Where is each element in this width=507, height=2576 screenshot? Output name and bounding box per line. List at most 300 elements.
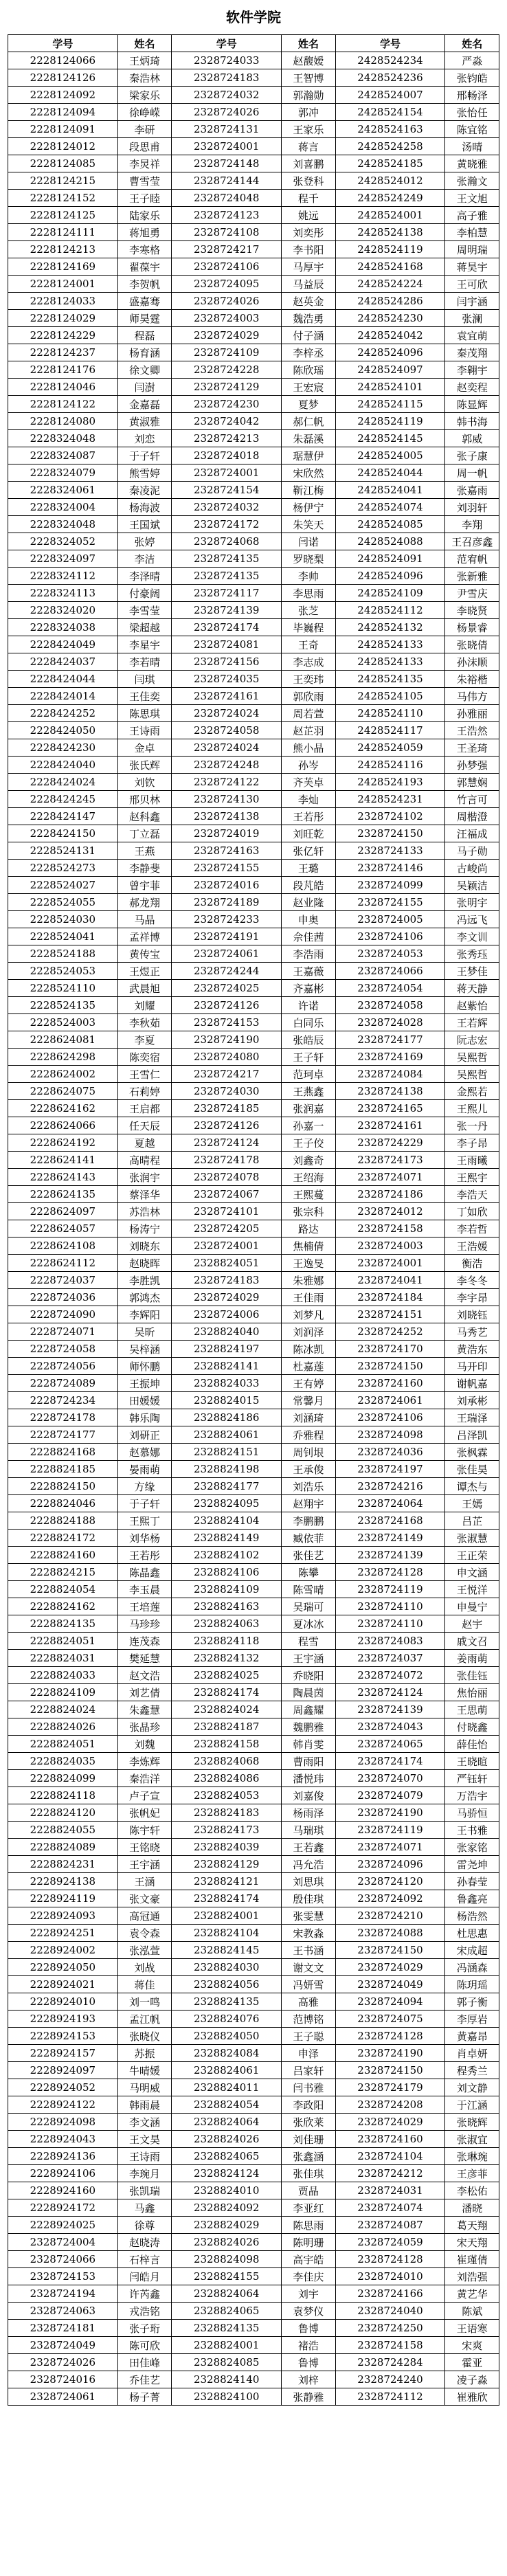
student-id-cell: 2228524003: [8, 1014, 118, 1031]
student-name-cell: 张帆妃: [117, 1804, 172, 1822]
student-name-cell: 王佳雨: [282, 1289, 336, 1306]
student-name-cell: 蒋旭勇: [117, 224, 172, 241]
student-id-cell: 2228124066: [8, 52, 118, 69]
student-name-cell: 魏浩勇: [282, 310, 336, 327]
student-name-cell: 陈思雨: [282, 2217, 336, 2234]
table-row: [8, 636, 499, 653]
student-name-cell: 王可欣: [445, 276, 499, 293]
student-name-cell: 李泽晴: [117, 568, 172, 585]
table-row: [8, 1718, 499, 1736]
student-name-cell: 马鑫: [117, 2199, 172, 2217]
student-id-cell: 2328724158: [335, 2337, 445, 2354]
student-name-cell: 刘梓: [282, 2371, 336, 2388]
table-row: [8, 1495, 499, 1512]
student-name-cell: 秦浩林: [117, 69, 172, 87]
student-id-cell: 2328724075: [335, 2011, 445, 2028]
student-name-cell: 翟葆宇: [117, 258, 172, 276]
student-id-cell: 2328724197: [335, 1461, 445, 1478]
student-name-cell: 田媛媛: [117, 1392, 172, 1409]
student-id-cell: 2328724005: [335, 911, 445, 928]
student-name-cell: 吕家轩: [282, 2062, 336, 2079]
student-id-cell: 2428524249: [335, 190, 445, 207]
student-name-cell: 付豪阔: [117, 585, 172, 602]
student-id-cell: 2428524224: [335, 276, 445, 293]
student-name-cell: 郭子衡: [445, 1993, 499, 2011]
student-name-cell: 李佳庆: [282, 2268, 336, 2285]
student-id-cell: 2328724088: [335, 1925, 445, 1942]
student-id-cell: 2328724080: [172, 1049, 282, 1066]
student-id-cell: 2228924172: [8, 2199, 118, 2217]
student-id-cell: 2328724006: [172, 1306, 282, 1323]
student-id-cell: 2228624162: [8, 1100, 118, 1117]
student-name-cell: 王文昊: [117, 2131, 172, 2148]
student-name-cell: 佘佳茜: [282, 928, 336, 945]
table-row: [8, 1341, 499, 1358]
student-name-cell: 付子涵: [282, 327, 336, 344]
student-id-cell: 2328724161: [172, 688, 282, 705]
student-name-cell: 马晶: [117, 911, 172, 928]
student-name-cell: 王瑞泽: [445, 1409, 499, 1426]
student-name-cell: 孙沫顺: [445, 653, 499, 671]
table-row: [8, 155, 499, 172]
student-name-cell: 李夏: [117, 1031, 172, 1049]
student-name-cell: 马秀艺: [445, 1323, 499, 1341]
student-name-cell: 黄传宝: [117, 945, 172, 963]
student-name-cell: 申泽: [282, 2045, 336, 2062]
table-row: [8, 1684, 499, 1701]
student-name-cell: 王浩媛: [445, 1237, 499, 1255]
student-id-cell: 2328724172: [172, 516, 282, 533]
student-id-cell: 2428524145: [335, 430, 445, 447]
student-name-cell: 李翱宇: [445, 361, 499, 379]
table-row: [8, 619, 499, 636]
table-row: [8, 2268, 499, 2285]
student-name-cell: 竹言可: [445, 791, 499, 808]
student-id-cell: 2328724028: [335, 1014, 445, 1031]
student-name-cell: 赵英金: [282, 293, 336, 310]
student-id-cell: 2328724092: [335, 1890, 445, 1907]
student-id-cell: 2228124152: [8, 190, 118, 207]
student-id-cell: 2328824063: [172, 1615, 282, 1633]
student-name-cell: 王子轩: [282, 1049, 336, 1066]
student-id-cell: 2428524005: [335, 447, 445, 464]
student-id-cell: 2328724036: [335, 1444, 445, 1461]
student-id-cell: 2328724205: [172, 1220, 282, 1237]
student-name-cell: 金嘉磊: [117, 396, 172, 413]
student-id-cell: 2228624135: [8, 1186, 118, 1203]
student-name-cell: 李梓丞: [282, 344, 336, 361]
table-row: [8, 1615, 499, 1633]
student-name-cell: 衡浩: [445, 1255, 499, 1272]
student-name-cell: 李若哲: [445, 1220, 499, 1237]
student-name-cell: 张秀珏: [445, 945, 499, 963]
student-name-cell: 韩书海: [445, 413, 499, 430]
student-id-cell: 2428524163: [335, 121, 445, 138]
student-name-cell: 赵晓晖: [117, 1255, 172, 1272]
student-name-cell: 朱裕楷: [445, 671, 499, 688]
table-row: [8, 2096, 499, 2114]
student-name-cell: 刘涵琦: [282, 1409, 336, 1426]
student-id-cell: 2328824026: [172, 2131, 282, 2148]
table-row: [8, 1478, 499, 1495]
student-name-cell: 冯远飞: [445, 911, 499, 928]
student-id-cell: 2328724160: [335, 1375, 445, 1392]
student-id-cell: 2228924157: [8, 2045, 118, 2062]
student-id-cell: 2428524096: [335, 568, 445, 585]
table-row: [8, 2148, 499, 2165]
student-name-cell: 杨子菁: [117, 2388, 172, 2406]
student-id-cell: 2328724153: [8, 2268, 118, 2285]
student-id-cell: 2228724071: [8, 1323, 118, 1341]
student-id-cell: 2328824050: [172, 2028, 282, 2045]
table-row: [8, 739, 499, 757]
student-name-cell: 姚远: [282, 207, 336, 224]
student-id-cell: 2328724284: [335, 2354, 445, 2371]
student-name-cell: 刘艺倩: [117, 1684, 172, 1701]
student-name-cell: 陈明珊: [282, 2234, 336, 2251]
student-name-cell: 郭欣雨: [282, 688, 336, 705]
student-name-cell: 秦茂翔: [445, 344, 499, 361]
table-row: [8, 1598, 499, 1615]
student-id-cell: 2328724029: [172, 1289, 282, 1306]
student-id-cell: 2228524110: [8, 980, 118, 997]
student-name-cell: 范博铭: [282, 2011, 336, 2028]
student-name-cell: 李辉阳: [117, 1306, 172, 1323]
student-id-cell: 2328724229: [335, 1134, 445, 1152]
student-name-cell: 蔡泽华: [117, 1186, 172, 1203]
student-name-cell: 曾宇菲: [117, 877, 172, 894]
student-name-cell: 王奇: [282, 636, 336, 653]
student-name-cell: 鲁鑫亮: [445, 1890, 499, 1907]
student-id-cell: 2328724110: [335, 1615, 445, 1633]
table-row: [8, 499, 499, 516]
student-name-cell: 王雪仁: [117, 1066, 172, 1083]
student-id-cell: 2428524007: [335, 87, 445, 104]
student-id-cell: 2428524059: [335, 739, 445, 757]
student-id-cell: 2328724049: [8, 2337, 118, 2354]
student-name-cell: 李浩天: [445, 1186, 499, 1203]
student-name-cell: 郭瀚勋: [282, 87, 336, 104]
table-row: [8, 1839, 499, 1856]
student-id-cell: 2228624057: [8, 1220, 118, 1237]
student-id-cell: 2228324038: [8, 619, 118, 636]
student-id-cell: 2328824076: [172, 2011, 282, 2028]
student-name-cell: 王熙宇: [445, 1169, 499, 1186]
student-name-cell: 刘晓东: [117, 1237, 172, 1255]
table-row: [8, 997, 499, 1014]
student-name-cell: 马骄恒: [445, 1804, 499, 1822]
student-name-cell: 张皓辰: [282, 1031, 336, 1049]
student-id-cell: 2228324061: [8, 482, 118, 499]
student-name-cell: 汤晴: [445, 138, 499, 155]
student-id-cell: 2328824025: [172, 1667, 282, 1684]
table-row: [8, 568, 499, 585]
student-id-cell: 2328724102: [335, 808, 445, 825]
student-name-cell: 韩雨晨: [117, 2096, 172, 2114]
student-name-cell: 高子雅: [445, 207, 499, 224]
table-row: [8, 87, 499, 104]
student-name-cell: 梁超越: [117, 619, 172, 636]
student-id-cell: 2328824054: [172, 2096, 282, 2114]
student-name-cell: 曹雨阳: [282, 1753, 336, 1770]
student-name-cell: 赵翔宇: [282, 1495, 336, 1512]
student-name-cell: 闫澍: [117, 379, 172, 396]
student-name-cell: 常馨月: [282, 1392, 336, 1409]
student-name-cell: 陈奕宿: [117, 1049, 172, 1066]
student-name-cell: 梁家乐: [117, 87, 172, 104]
student-name-cell: 李炅祥: [117, 155, 172, 172]
student-id-cell: 2228724177: [8, 1426, 118, 1444]
student-name-cell: 孙雅丽: [445, 705, 499, 722]
student-id-cell: 2328724158: [335, 1220, 445, 1237]
table-row: [8, 1444, 499, 1461]
student-id-cell: 2228724037: [8, 1272, 118, 1289]
student-name-cell: 王有婷: [282, 1375, 336, 1392]
student-name-cell: 段思甫: [117, 138, 172, 155]
student-id-cell: 2428524091: [335, 550, 445, 568]
student-name-cell: 张亿轩: [282, 842, 336, 860]
student-name-cell: 吴昕: [117, 1323, 172, 1341]
student-id-cell: 2328724185: [172, 1100, 282, 1117]
student-id-cell: 2328724230: [172, 396, 282, 413]
student-name-cell: 宋天翔: [445, 2234, 499, 2251]
student-id-cell: 2428524236: [335, 69, 445, 87]
student-name-cell: 赵晓涛: [117, 2234, 172, 2251]
table-row: [8, 722, 499, 739]
student-name-cell: 孙嘉一: [282, 1117, 336, 1134]
student-id-cell: 2228824051: [8, 1633, 118, 1650]
table-row: [8, 1375, 499, 1392]
student-name-cell: 王书涵: [282, 1942, 336, 1959]
student-id-cell: 2328824163: [172, 1598, 282, 1615]
student-name-cell: 乔晓阳: [282, 1667, 336, 1684]
table-row: [8, 1890, 499, 1907]
student-name-cell: 师昊霆: [117, 310, 172, 327]
student-id-cell: 2328724087: [335, 2217, 445, 2234]
student-id-cell: 2328724217: [172, 241, 282, 258]
table-row: [8, 1959, 499, 1976]
table-row: [8, 791, 499, 808]
student-id-cell: 2228924093: [8, 1907, 118, 1925]
student-name-cell: 武晨旭: [117, 980, 172, 997]
student-name-cell: 贾晶: [282, 2182, 336, 2199]
student-id-cell: 2328724095: [172, 276, 282, 293]
page-title: 软件学院: [226, 9, 281, 25]
student-id-cell: 2328724244: [172, 963, 282, 980]
student-name-cell: 马伟方: [445, 688, 499, 705]
student-id-cell: 2328724071: [335, 1839, 445, 1856]
student-id-cell: 2328724148: [172, 155, 282, 172]
table-row: [8, 1014, 499, 1031]
student-id-cell: 2328724138: [335, 1083, 445, 1100]
table-row: [8, 757, 499, 774]
student-name-cell: 汪福成: [445, 825, 499, 842]
student-id-cell: 2328724026: [172, 104, 282, 121]
student-id-cell: 2228624081: [8, 1031, 118, 1049]
student-name-cell: 齐嘉彬: [282, 980, 336, 997]
student-name-cell: 王召彦鑫: [445, 533, 499, 550]
table-row: [8, 2285, 499, 2303]
student-name-cell: 王子佼: [282, 1134, 336, 1152]
student-name-cell: 杜嘉莲: [282, 1358, 336, 1375]
student-id-cell: 2228824215: [8, 1564, 118, 1581]
table-row: [8, 1942, 499, 1959]
table-row: [8, 172, 499, 190]
table-row: [8, 293, 499, 310]
student-name-cell: 王振坤: [117, 1375, 172, 1392]
student-id-cell: 2328824106: [172, 1564, 282, 1581]
student-id-cell: 2328724106: [172, 258, 282, 276]
student-name-cell: 张家铭: [445, 1839, 499, 1856]
student-id-cell: 2328724117: [172, 585, 282, 602]
student-id-cell: 2328724061: [8, 2388, 118, 2406]
student-id-cell: 2328824158: [172, 1736, 282, 1753]
student-id-cell: 2228724036: [8, 1289, 118, 1306]
student-id-cell: 2228924136: [8, 2148, 118, 2165]
student-id-cell: 2328724025: [172, 980, 282, 997]
student-name-cell: 薛佳怡: [445, 1736, 499, 1753]
student-id-cell: 2328724216: [335, 1478, 445, 1495]
student-name-cell: 晏雨萌: [117, 1461, 172, 1478]
student-name-cell: 赵文浩: [117, 1667, 172, 1684]
student-id-cell: 2328824039: [172, 1839, 282, 1856]
student-id-cell: 2228624075: [8, 1083, 118, 1100]
student-id-cell: 2328824118: [172, 1633, 282, 1650]
student-name-cell: 孙梦强: [445, 757, 499, 774]
student-id-cell: 2428524074: [335, 499, 445, 516]
table-row: [8, 2011, 499, 2028]
table-row: [8, 774, 499, 791]
table-row: [8, 1272, 499, 1289]
student-name-cell: 王若鑫: [282, 1839, 336, 1856]
student-id-cell: 2328724150: [335, 825, 445, 842]
student-id-cell: 2328824086: [172, 1770, 282, 1787]
table-row: [8, 671, 499, 688]
student-name-cell: 朱雅娜: [282, 1272, 336, 1289]
student-name-cell: 宋教淼: [282, 1925, 336, 1942]
table-row: [8, 1581, 499, 1598]
student-name-cell: 张枫霖: [445, 1444, 499, 1461]
student-name-cell: 李鹏鹏: [282, 1512, 336, 1530]
student-name-cell: 蒋佳: [117, 1976, 172, 1993]
student-id-cell: 2228324113: [8, 585, 118, 602]
student-id-cell: 2228124213: [8, 241, 118, 258]
student-name-cell: 李炼辉: [117, 1753, 172, 1770]
student-name-cell: 方缘: [117, 1478, 172, 1495]
student-name-cell: 高雅: [282, 1993, 336, 2011]
student-id-cell: 2228824118: [8, 1787, 118, 1804]
student-id-cell: 2228824162: [8, 1598, 118, 1615]
student-name-cell: 白同乐: [282, 1014, 336, 1031]
student-name-cell: 杨海波: [117, 499, 172, 516]
student-id-cell: 2428524101: [335, 379, 445, 396]
student-id-cell: 2328724208: [335, 2096, 445, 2114]
student-id-cell: 2228424150: [8, 825, 118, 842]
student-name-cell: 李亚红: [282, 2199, 336, 2217]
student-name-cell: 毕巍程: [282, 619, 336, 636]
student-id-cell: 2228624141: [8, 1152, 118, 1169]
student-name-cell: 王诗雨: [117, 722, 172, 739]
table-row: [8, 1512, 499, 1530]
student-id-cell: 2228124091: [8, 121, 118, 138]
table-row: [8, 2199, 499, 2217]
student-id-cell: 2228724178: [8, 1409, 118, 1426]
table-row: [8, 1633, 499, 1650]
student-name-cell: 马明威: [117, 2079, 172, 2096]
table-row: [8, 121, 499, 138]
table-row: [8, 980, 499, 997]
student-id-cell: 2328724122: [172, 774, 282, 791]
student-name-cell: 霍亚: [445, 2354, 499, 2371]
student-id-cell: 2328724128: [335, 2028, 445, 2045]
student-id-cell: 2228824168: [8, 1444, 118, 1461]
student-name-cell: 王彦菲: [445, 2165, 499, 2182]
table-row: [8, 2337, 499, 2354]
student-name-cell: 刘晓钰: [445, 1306, 499, 1323]
student-name-cell: 戚文召: [445, 1633, 499, 1650]
student-id-cell: 2228124046: [8, 379, 118, 396]
student-id-cell: 2328824124: [172, 2165, 282, 2182]
student-name-cell: 王宇涵: [282, 1650, 336, 1667]
student-id-cell: 2228424049: [8, 636, 118, 653]
student-name-cell: 刘浩强: [445, 2268, 499, 2285]
student-name-cell: 樊延慧: [117, 1650, 172, 1667]
student-name-cell: 雷尧坤: [445, 1856, 499, 1873]
table-row: [8, 2165, 499, 2182]
student-id-cell: 2328724240: [335, 2371, 445, 2388]
student-name-cell: 邢贝林: [117, 791, 172, 808]
table-row: [8, 344, 499, 361]
student-id-cell: 2228824150: [8, 1478, 118, 1495]
student-name-cell: 周一帆: [445, 464, 499, 482]
student-id-cell: 2328724169: [335, 1049, 445, 1066]
student-name-cell: 蒋天静: [445, 980, 499, 997]
student-id-cell: 2228324112: [8, 568, 118, 585]
student-id-cell: 2328824030: [172, 1959, 282, 1976]
student-id-cell: 2228924043: [8, 2131, 118, 2148]
student-name-cell: 吴熙哲: [445, 1066, 499, 1083]
student-id-cell: 2328724031: [335, 2182, 445, 2199]
student-name-cell: 王燕: [117, 842, 172, 860]
table-row: [8, 1787, 499, 1804]
student-name-cell: 张凯瑞: [117, 2182, 172, 2199]
student-name-cell: 陈宜铭: [445, 121, 499, 138]
table-row: [8, 1873, 499, 1890]
student-id-cell: 2428524154: [335, 104, 445, 121]
student-name-cell: 刘战: [117, 1959, 172, 1976]
student-id-cell: 2428524105: [335, 688, 445, 705]
table-row: [8, 327, 499, 344]
table-row: [8, 2388, 499, 2406]
student-id-cell: 2228924021: [8, 1976, 118, 1993]
student-id-cell: 2228424147: [8, 808, 118, 825]
student-name-cell: 王若辉: [445, 1014, 499, 1031]
student-id-cell: 2328724112: [335, 2388, 445, 2406]
student-name-cell: 夏梦: [282, 396, 336, 413]
student-name-cell: 夏越: [117, 1134, 172, 1152]
student-id-cell: 2228724058: [8, 1341, 118, 1358]
table-row: [8, 1169, 499, 1186]
student-id-cell: 2328724016: [8, 2371, 118, 2388]
student-id-cell: 2328724064: [335, 1495, 445, 1512]
student-name-cell: 李宇昂: [445, 1289, 499, 1306]
student-id-cell: 2228824109: [8, 1684, 118, 1701]
student-id-cell: 2328724184: [335, 1289, 445, 1306]
student-id-cell: 2328724078: [172, 1169, 282, 1186]
student-id-cell: 2228124092: [8, 87, 118, 104]
student-name-cell: 靳江梅: [282, 482, 336, 499]
student-name-cell: 刘研正: [117, 1426, 172, 1444]
